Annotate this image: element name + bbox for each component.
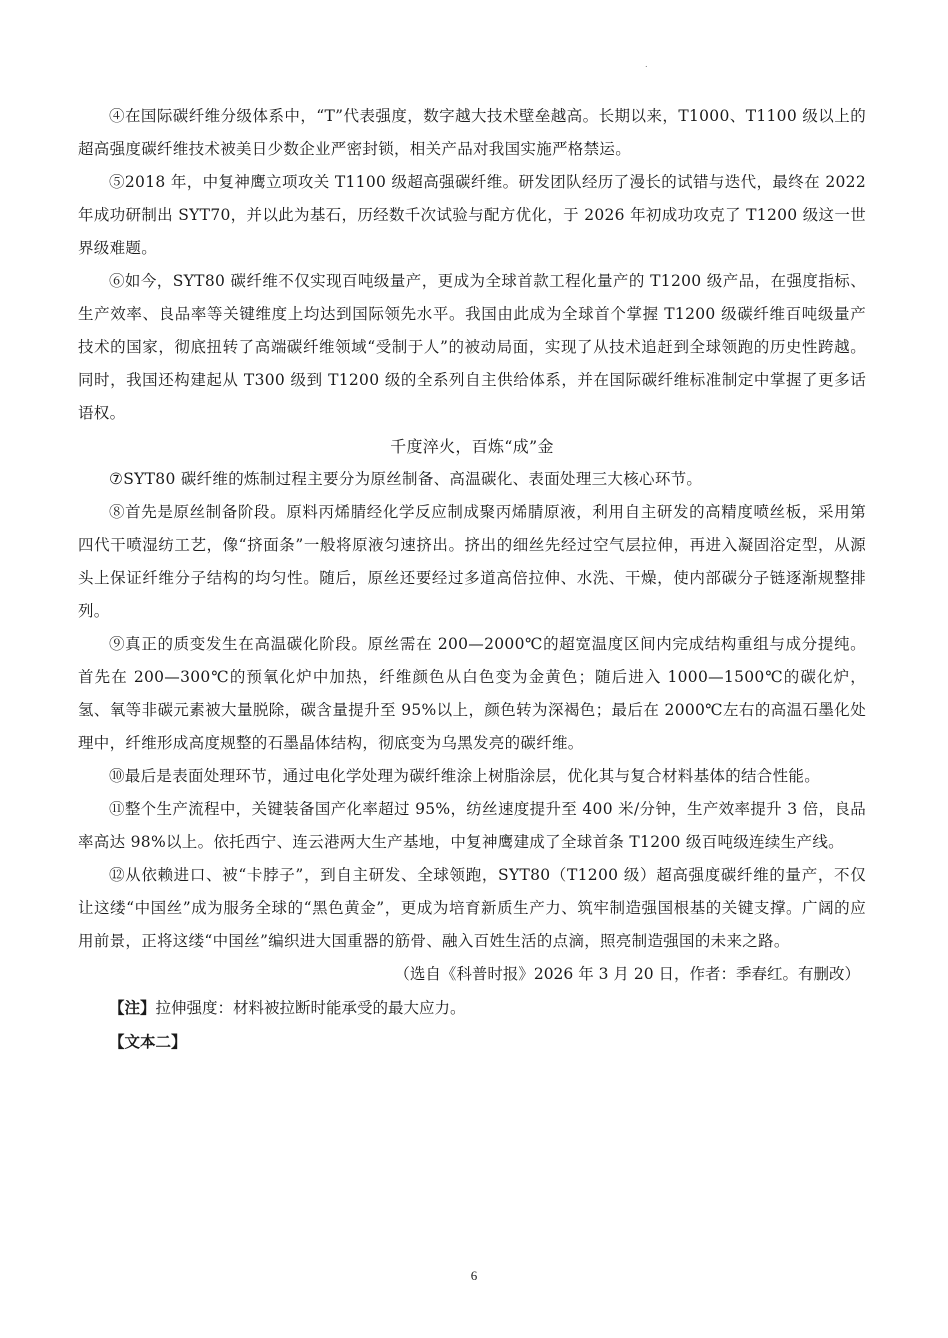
document-page	[78, 100, 866, 1058]
note-tag: 【注】	[109, 998, 156, 1017]
paragraph-7: ⑦SYT80 碳纤维的炼制过程主要分为原丝制备、高温碳化、表面处理三大核心环节。	[109, 470, 703, 488]
paragraph-11: ⑪整个生产流程中，关键装备国产化率超过 95%，纺丝速度提升至 400 米/分钟，生产效率提升 3 倍，良品率高达 98%以上。依托西宁、连云港两大生产基地，中复神鹰建成了全球首条 T1200 级百吨级连续生产线。	[78, 800, 866, 851]
paragraph-8: ⑧首先是原丝制备阶段。原料丙烯腈经化学反应制成聚丙烯腈原液，利用自主研发的高精度喷丝板，采用第四代干喷湿纺工艺，像“挤面条”一般将原液匀速挤出。挤出的细丝先经过空气层拉伸，再进入凝固浴定型，从源头上保证纤维分子结构的均匀性。随后，原丝还要经过多道高倍拉伸、水洗、干燥，使内部碳分子链逐渐规整排列。	[78, 503, 866, 620]
source-citation: （选自《科普时报》2026 年 3 月 20 日，作者：季春红。有删改）	[394, 965, 860, 983]
paragraph-10: ⑩最后是表面处理环节，通过电化学处理为碳纤维涂上树脂涂层，优化其与复合材料基体的结合性能。	[109, 767, 821, 785]
paragraph-4: ④在国际碳纤维分级体系中，“T”代表强度，数字越大技术壁垒越高。长期以来，T1000、T1100 级以上的超高强度碳纤维技术被美日少数企业严密封锁，相关产品对我国实施严格禁运。	[78, 107, 866, 158]
paragraph-9: ⑨真正的质变发生在高温碳化阶段。原丝需在 200—2000℃的超宽温度区间内完成结构重组与成分提纯。首先在 200—300℃的预氧化炉中加热，纤维颜色从白色变为金黄色；随后进入 1000—1500℃的碳化炉，氢、氧等非碳元素被大量脱除，碳含量提升至 95%以上，颜色转为深褐色；最后在 2000℃左右的高温石墨化处理中，纤维形成高度规整的石墨晶体结构，彻底变为乌黑发亮的碳纤维。	[78, 635, 866, 752]
note-text: 拉伸强度：材料被拉断时能承受的最大应力。	[155, 999, 466, 1017]
note	[78, 991, 866, 1025]
top-mark: .	[645, 60, 648, 69]
section-heading-text-two: 【文本二】	[109, 1032, 187, 1051]
paragraph-5: ⑤2018 年，中复神鹰立项攻关 T1100 级超高强碳纤维。研发团队经历了漫长的试错与迭代，最终在 2022 年成功研制出 SYT70，并以此为基石，历经数千次试验与配方优化，于 2026 年初成功攻克了 T1200 级这一世界级难题。	[78, 173, 866, 257]
paragraph-12: ⑫从依赖进口、被“卡脖子”，到自主研发、全球领跑，SYT80（T1200 级）超高强度碳纤维的量产，不仅让这缕“中国丝”成为服务全球的“黑色黄金”，更成为培育新质生产力、筑牢制造强国根基的关键支撑。广阔的应用前景，正将这缕“中国丝”编织进大国重器的筋骨、融入百姓生活的点滴，照亮制造强国的未来之路。	[78, 866, 866, 950]
paragraph-6: ⑥如今，SYT80 碳纤维不仅实现百吨级量产，更成为全球首款工程化量产的 T1200 级产品，在强度指标、生产效率、良品率等关键维度上均达到国际领先水平。我国由此成为全球首个掌握 T1200 级碳纤维百吨级量产技术的国家，彻底扭转了高端碳纤维领域“受制于人”的被动局面，实现了从技术追赶到全球领跑的历史性跨越。同时，我国还构建起从 T300 级到 T1200 级的全系列自主供给体系，并在国际碳纤维标准制定中掌握了更多话语权。	[78, 272, 866, 422]
section-subtitle: 千度淬火，百炼“成”金	[390, 437, 554, 456]
page-number: 6	[470, 1268, 478, 1283]
